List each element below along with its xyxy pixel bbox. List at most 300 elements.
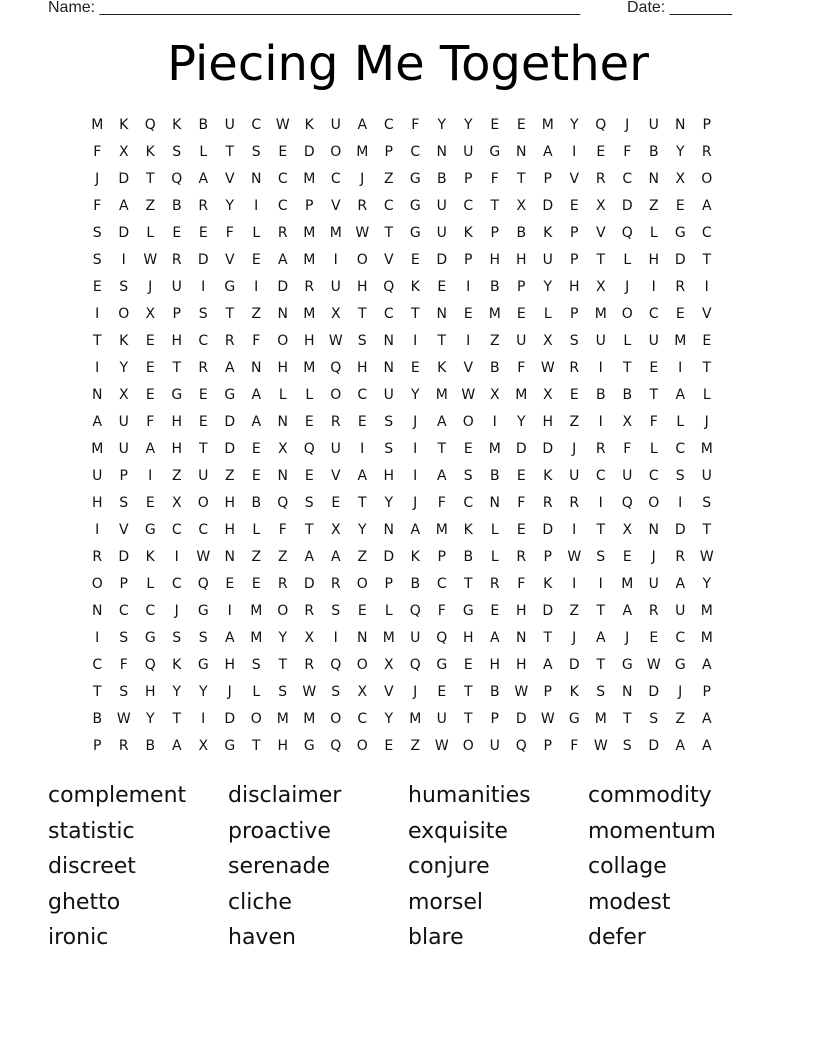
grid-letter: I xyxy=(598,360,603,376)
grid-letter: A xyxy=(118,198,129,214)
word-list-item: cliche xyxy=(228,889,292,915)
grid-letter: T xyxy=(622,360,632,376)
grid-letter: M xyxy=(488,306,501,322)
grid-letter: X xyxy=(198,738,209,754)
grid-letter: G xyxy=(144,522,156,538)
grid-letter: C xyxy=(701,225,712,241)
word-list-item: proactive xyxy=(228,818,331,844)
grid-letter: Y xyxy=(198,684,208,700)
grid-letter: B xyxy=(489,468,500,484)
grid-letter: U xyxy=(648,117,659,133)
grid-letter: P xyxy=(305,198,314,214)
grid-letter: F xyxy=(278,522,287,538)
grid-letter: A xyxy=(436,468,447,484)
grid-letter: B xyxy=(436,171,447,187)
grid-letter: M xyxy=(515,387,528,403)
grid-letter: M xyxy=(700,630,713,646)
grid-letter: A xyxy=(675,576,686,592)
grid-letter: D xyxy=(568,657,580,673)
grid-letter: U xyxy=(542,252,553,268)
grid-letter: A xyxy=(251,414,262,430)
grid-letter: U xyxy=(92,468,103,484)
grid-letter: G xyxy=(197,657,209,673)
grid-letter: S xyxy=(463,468,473,484)
grid-letter: T xyxy=(225,144,235,160)
grid-letter: C xyxy=(463,198,474,214)
grid-letter: U xyxy=(330,279,341,295)
grid-letter: P xyxy=(570,252,579,268)
grid-letter: I xyxy=(254,198,259,214)
word-list-item: blare xyxy=(408,925,464,950)
grid-letter: T xyxy=(649,387,659,403)
grid-letter: H xyxy=(171,414,183,430)
grid-letter: D xyxy=(674,522,686,538)
grid-letter: N xyxy=(383,522,394,538)
grid-letter: H xyxy=(489,657,501,673)
grid-letter: E xyxy=(304,468,314,484)
grid-letter: Y xyxy=(569,117,579,133)
grid-letter: X xyxy=(542,387,553,403)
grid-letter: E xyxy=(145,360,155,376)
grid-letter: I xyxy=(413,333,418,349)
grid-letter: L xyxy=(623,252,632,268)
grid-letter: L xyxy=(252,684,261,700)
grid-letter: A xyxy=(542,144,553,160)
grid-letter: N xyxy=(277,468,288,484)
grid-letter: Z xyxy=(251,306,262,322)
grid-letter: O xyxy=(197,495,209,511)
grid-letter: M xyxy=(621,576,634,592)
grid-letter: Z xyxy=(277,549,288,565)
grid-letter: C xyxy=(171,522,182,538)
page-title: Piecing Me Together xyxy=(167,36,649,92)
grid-letter: O xyxy=(621,306,633,322)
grid-letter: V xyxy=(224,252,235,268)
grid-letter: T xyxy=(596,522,606,538)
grid-letter: X xyxy=(330,522,341,538)
grid-letter: M xyxy=(488,441,501,457)
grid-letter: O xyxy=(356,738,368,754)
grid-letter: O xyxy=(701,171,713,187)
grid-letter: O xyxy=(356,252,368,268)
grid-letter: N xyxy=(675,117,686,133)
grid-letter: S xyxy=(622,738,632,754)
grid-letter: T xyxy=(702,360,712,376)
grid-letter: E xyxy=(145,333,155,349)
grid-letter: B xyxy=(410,576,421,592)
grid-letter: M xyxy=(541,117,554,133)
grid-letter: E xyxy=(172,225,182,241)
grid-letter: T xyxy=(145,171,155,187)
grid-letter: S xyxy=(357,333,367,349)
grid-letter: H xyxy=(568,279,580,295)
grid-letter: A xyxy=(224,360,235,376)
grid-letter: H xyxy=(515,252,527,268)
grid-letter: R xyxy=(675,549,686,565)
grid-letter: P xyxy=(543,171,552,187)
grid-letter: E xyxy=(410,252,420,268)
grid-letter: F xyxy=(490,171,499,187)
grid-letter: R xyxy=(118,738,129,754)
grid-letter: S xyxy=(119,684,129,700)
grid-letter: F xyxy=(411,117,420,133)
grid-letter: C xyxy=(251,117,262,133)
grid-letter: J xyxy=(625,279,630,295)
grid-letter: W xyxy=(540,711,555,727)
grid-letter: K xyxy=(172,117,182,133)
grid-letter: H xyxy=(515,603,527,619)
grid-letter: E xyxy=(516,306,526,322)
word-list xyxy=(48,778,768,956)
grid-letter: Q xyxy=(171,171,183,187)
grid-letter: J xyxy=(625,117,630,133)
grid-letter: Y xyxy=(437,117,447,133)
grid-letter: Y xyxy=(384,711,394,727)
grid-letter: A xyxy=(277,252,288,268)
grid-letter: R xyxy=(701,144,712,160)
grid-letter: H xyxy=(171,441,183,457)
grid-letter: Z xyxy=(224,468,235,484)
grid-letter: D xyxy=(436,252,448,268)
grid-letter: Z xyxy=(569,603,580,619)
grid-letter: H xyxy=(383,468,395,484)
grid-letter: M xyxy=(250,603,263,619)
grid-letter: N xyxy=(436,306,447,322)
grid-letter: U xyxy=(701,468,712,484)
grid-letter: V xyxy=(118,522,129,538)
grid-letter: C xyxy=(675,441,686,457)
grid-letter: N xyxy=(436,144,447,160)
grid-letter: N xyxy=(383,360,394,376)
grid-letter: I xyxy=(572,576,577,592)
grid-letter: U xyxy=(569,468,580,484)
grid-letter: D xyxy=(648,738,660,754)
word-list-item: ghetto xyxy=(48,889,121,915)
grid-letter: E xyxy=(569,387,579,403)
grid-letter: S xyxy=(172,630,182,646)
grid-letter: X xyxy=(595,279,606,295)
grid-letter: S xyxy=(251,657,261,673)
grid-letter: A xyxy=(701,738,712,754)
grid-letter: R xyxy=(277,225,288,241)
grid-letter: X xyxy=(675,171,686,187)
grid-letter: J xyxy=(572,630,577,646)
grid-letter: R xyxy=(198,360,209,376)
grid-letter: M xyxy=(409,711,422,727)
grid-letter: H xyxy=(489,252,501,268)
grid-letter: Q xyxy=(330,360,342,376)
grid-letter: Z xyxy=(357,549,368,565)
grid-letter: N xyxy=(224,549,235,565)
grid-letter: P xyxy=(570,225,579,241)
grid-letter: C xyxy=(675,630,686,646)
word-list-item: disclaimer xyxy=(228,783,342,808)
grid-letter: P xyxy=(490,225,499,241)
grid-letter: Q xyxy=(303,441,315,457)
grid-letter: Y xyxy=(145,711,155,727)
grid-letter: I xyxy=(678,360,683,376)
grid-letter: S xyxy=(119,279,129,295)
grid-letter: E xyxy=(516,117,526,133)
grid-letter: R xyxy=(224,333,235,349)
grid-letter: M xyxy=(303,171,316,187)
grid-letter: V xyxy=(595,225,606,241)
grid-letter: G xyxy=(621,657,633,673)
grid-letter: S xyxy=(702,495,712,511)
grid-letter: R xyxy=(304,603,315,619)
grid-letter: Y xyxy=(516,414,526,430)
grid-letter: X xyxy=(622,522,633,538)
grid-letter: K xyxy=(543,225,553,241)
grid-letter: S xyxy=(198,306,208,322)
grid-letter: D xyxy=(118,225,130,241)
grid-letter: J xyxy=(651,549,656,565)
grid-letter: X xyxy=(383,657,394,673)
grid-letter: K xyxy=(543,576,553,592)
grid-letter: K xyxy=(569,684,579,700)
grid-letter: T xyxy=(225,306,235,322)
grid-letter: E xyxy=(251,252,261,268)
grid-letter: W xyxy=(302,684,317,700)
grid-letter: J xyxy=(704,414,709,430)
grid-letter: B xyxy=(516,225,527,241)
grid-letter: D xyxy=(542,198,554,214)
grid-letter: A xyxy=(542,657,553,673)
grid-letter: N xyxy=(648,522,659,538)
grid-letter: I xyxy=(201,279,206,295)
grid-letter: Q xyxy=(409,657,421,673)
grid-letter: N xyxy=(92,603,103,619)
grid-letter: U xyxy=(436,711,447,727)
grid-letter: W xyxy=(461,387,476,403)
grid-letter: E xyxy=(357,414,367,430)
grid-letter: O xyxy=(118,306,130,322)
grid-letter: L xyxy=(252,522,261,538)
grid-letter: I xyxy=(95,522,100,538)
word-list-item: collage xyxy=(588,854,667,879)
grid-letter: I xyxy=(572,522,577,538)
grid-letter: F xyxy=(517,495,526,511)
word-list-item: exquisite xyxy=(408,818,508,844)
grid-letter: F xyxy=(225,225,234,241)
grid-letter: R xyxy=(595,171,606,187)
word-list-item: morsel xyxy=(408,889,484,915)
grid-letter: G xyxy=(436,657,448,673)
grid-letter: O xyxy=(462,738,474,754)
grid-letter: M xyxy=(674,333,687,349)
grid-letter: R xyxy=(569,360,580,376)
grid-letter: T xyxy=(622,711,632,727)
grid-letter: T xyxy=(92,684,102,700)
grid-letter: N xyxy=(92,387,103,403)
grid-letter: L xyxy=(146,576,155,592)
grid-letter: M xyxy=(91,441,104,457)
grid-letter: A xyxy=(330,549,341,565)
grid-letter: C xyxy=(357,387,368,403)
grid-letter: E xyxy=(251,441,261,457)
grid-letter: F xyxy=(517,360,526,376)
grid-letter: L xyxy=(384,603,393,619)
grid-letter: V xyxy=(463,360,474,376)
grid-letter: S xyxy=(278,684,288,700)
grid-letter: E xyxy=(516,522,526,538)
grid-letter: T xyxy=(702,252,712,268)
grid-letter: Q xyxy=(383,279,395,295)
grid-letter: S xyxy=(649,711,659,727)
grid-letter: G xyxy=(144,630,156,646)
grid-letter: H xyxy=(542,414,554,430)
grid-letter: E xyxy=(649,630,659,646)
grid-letter: F xyxy=(93,144,102,160)
grid-letter: P xyxy=(702,117,711,133)
grid-letter: X xyxy=(357,684,368,700)
grid-letter: L xyxy=(649,225,658,241)
grid-letter: T xyxy=(384,225,394,241)
grid-letter: U xyxy=(463,144,474,160)
grid-letter: J xyxy=(625,630,630,646)
grid-letter: T xyxy=(463,576,473,592)
grid-letter: L xyxy=(252,225,261,241)
grid-letter: M xyxy=(329,225,342,241)
grid-letter: S xyxy=(119,495,129,511)
grid-letter: G xyxy=(171,387,183,403)
grid-letter: I xyxy=(704,279,709,295)
grid-letter: X xyxy=(542,333,553,349)
grid-letter: Y xyxy=(675,144,685,160)
grid-letter: I xyxy=(572,144,577,160)
grid-letter: B xyxy=(145,738,156,754)
grid-letter: A xyxy=(436,414,447,430)
grid-letter: B xyxy=(648,144,659,160)
grid-letter: I xyxy=(95,630,100,646)
grid-letter: K xyxy=(463,225,473,241)
grid-letter: S xyxy=(198,630,208,646)
grid-letter: M xyxy=(303,252,316,268)
grid-letter: O xyxy=(91,576,103,592)
grid-letter: I xyxy=(95,360,100,376)
grid-letter: I xyxy=(360,441,365,457)
grid-letter: M xyxy=(303,225,316,241)
grid-letter: A xyxy=(251,387,262,403)
word-list-item: modest xyxy=(588,889,671,915)
grid-letter: C xyxy=(463,495,474,511)
grid-letter: A xyxy=(701,711,712,727)
grid-letter: H xyxy=(515,657,527,673)
grid-letter: U xyxy=(410,630,421,646)
grid-letter: E xyxy=(702,333,712,349)
grid-letter: E xyxy=(251,468,261,484)
grid-letter: A xyxy=(622,603,633,619)
grid-letter: E xyxy=(410,360,420,376)
grid-letter: Y xyxy=(463,117,473,133)
grid-letter: A xyxy=(198,171,209,187)
grid-letter: C xyxy=(277,171,288,187)
grid-letter: S xyxy=(331,603,341,619)
grid-letter: T xyxy=(463,684,473,700)
grid-letter: B xyxy=(171,198,182,214)
grid-letter: I xyxy=(174,549,179,565)
grid-letter: N xyxy=(383,333,394,349)
grid-letter: G xyxy=(409,171,421,187)
grid-letter: I xyxy=(678,495,683,511)
grid-letter: E xyxy=(278,144,288,160)
grid-letter: D xyxy=(303,576,315,592)
grid-letter: E xyxy=(622,549,632,565)
grid-letter: E xyxy=(463,441,473,457)
grid-letter: E xyxy=(463,657,473,673)
grid-letter: B xyxy=(489,360,500,376)
grid-letter: B xyxy=(92,711,103,727)
grid-letter: X xyxy=(330,306,341,322)
grid-letter: C xyxy=(92,657,103,673)
grid-letter: P xyxy=(570,306,579,322)
grid-letter: L xyxy=(676,414,685,430)
grid-letter: R xyxy=(304,657,315,673)
grid-letter: Y xyxy=(410,387,420,403)
grid-letter: Q xyxy=(277,495,289,511)
grid-letter: T xyxy=(172,360,182,376)
grid-letter: D xyxy=(648,684,660,700)
grid-letter: W xyxy=(116,711,131,727)
grid-letter: C xyxy=(436,576,447,592)
grid-letter: B xyxy=(463,549,474,565)
grid-letter: N xyxy=(277,414,288,430)
grid-letter: K xyxy=(145,549,155,565)
grid-letter: O xyxy=(356,657,368,673)
grid-letter: C xyxy=(118,603,129,619)
grid-letter: S xyxy=(92,225,102,241)
grid-letter: X xyxy=(277,441,288,457)
grid-letter: M xyxy=(700,603,713,619)
grid-letter: F xyxy=(570,738,579,754)
grid-letter: E xyxy=(490,603,500,619)
grid-letter: V xyxy=(330,468,341,484)
grid-letter: I xyxy=(598,576,603,592)
grid-letter: F xyxy=(437,603,446,619)
grid-letter: F xyxy=(649,414,658,430)
grid-letter: Y xyxy=(702,576,712,592)
grid-letter: C xyxy=(145,603,156,619)
grid-letter: Q xyxy=(144,657,156,673)
grid-letter: D xyxy=(224,441,236,457)
grid-letter: A xyxy=(145,441,156,457)
grid-letter: J xyxy=(148,279,153,295)
letter-grid xyxy=(84,112,720,760)
grid-letter: P xyxy=(517,279,526,295)
grid-letter: T xyxy=(596,252,606,268)
grid-letter: C xyxy=(383,198,394,214)
grid-letter: I xyxy=(227,603,232,619)
grid-letter: C xyxy=(648,468,659,484)
grid-letter: G xyxy=(224,387,236,403)
grid-letter: Q xyxy=(409,603,421,619)
grid-letter: R xyxy=(330,414,341,430)
grid-letter: H xyxy=(356,360,368,376)
grid-letter: H xyxy=(462,630,474,646)
grid-letter: D xyxy=(542,441,554,457)
grid-letter: R xyxy=(648,603,659,619)
grid-letter: H xyxy=(91,495,103,511)
grid-letter: J xyxy=(174,603,179,619)
grid-letter: X xyxy=(304,630,315,646)
grid-letter: Z xyxy=(145,198,156,214)
grid-letter: S xyxy=(172,144,182,160)
grid-letter: O xyxy=(356,576,368,592)
grid-letter: N xyxy=(516,630,527,646)
grid-letter: K xyxy=(437,360,447,376)
grid-letter: C xyxy=(383,306,394,322)
grid-letter: Q xyxy=(144,117,156,133)
